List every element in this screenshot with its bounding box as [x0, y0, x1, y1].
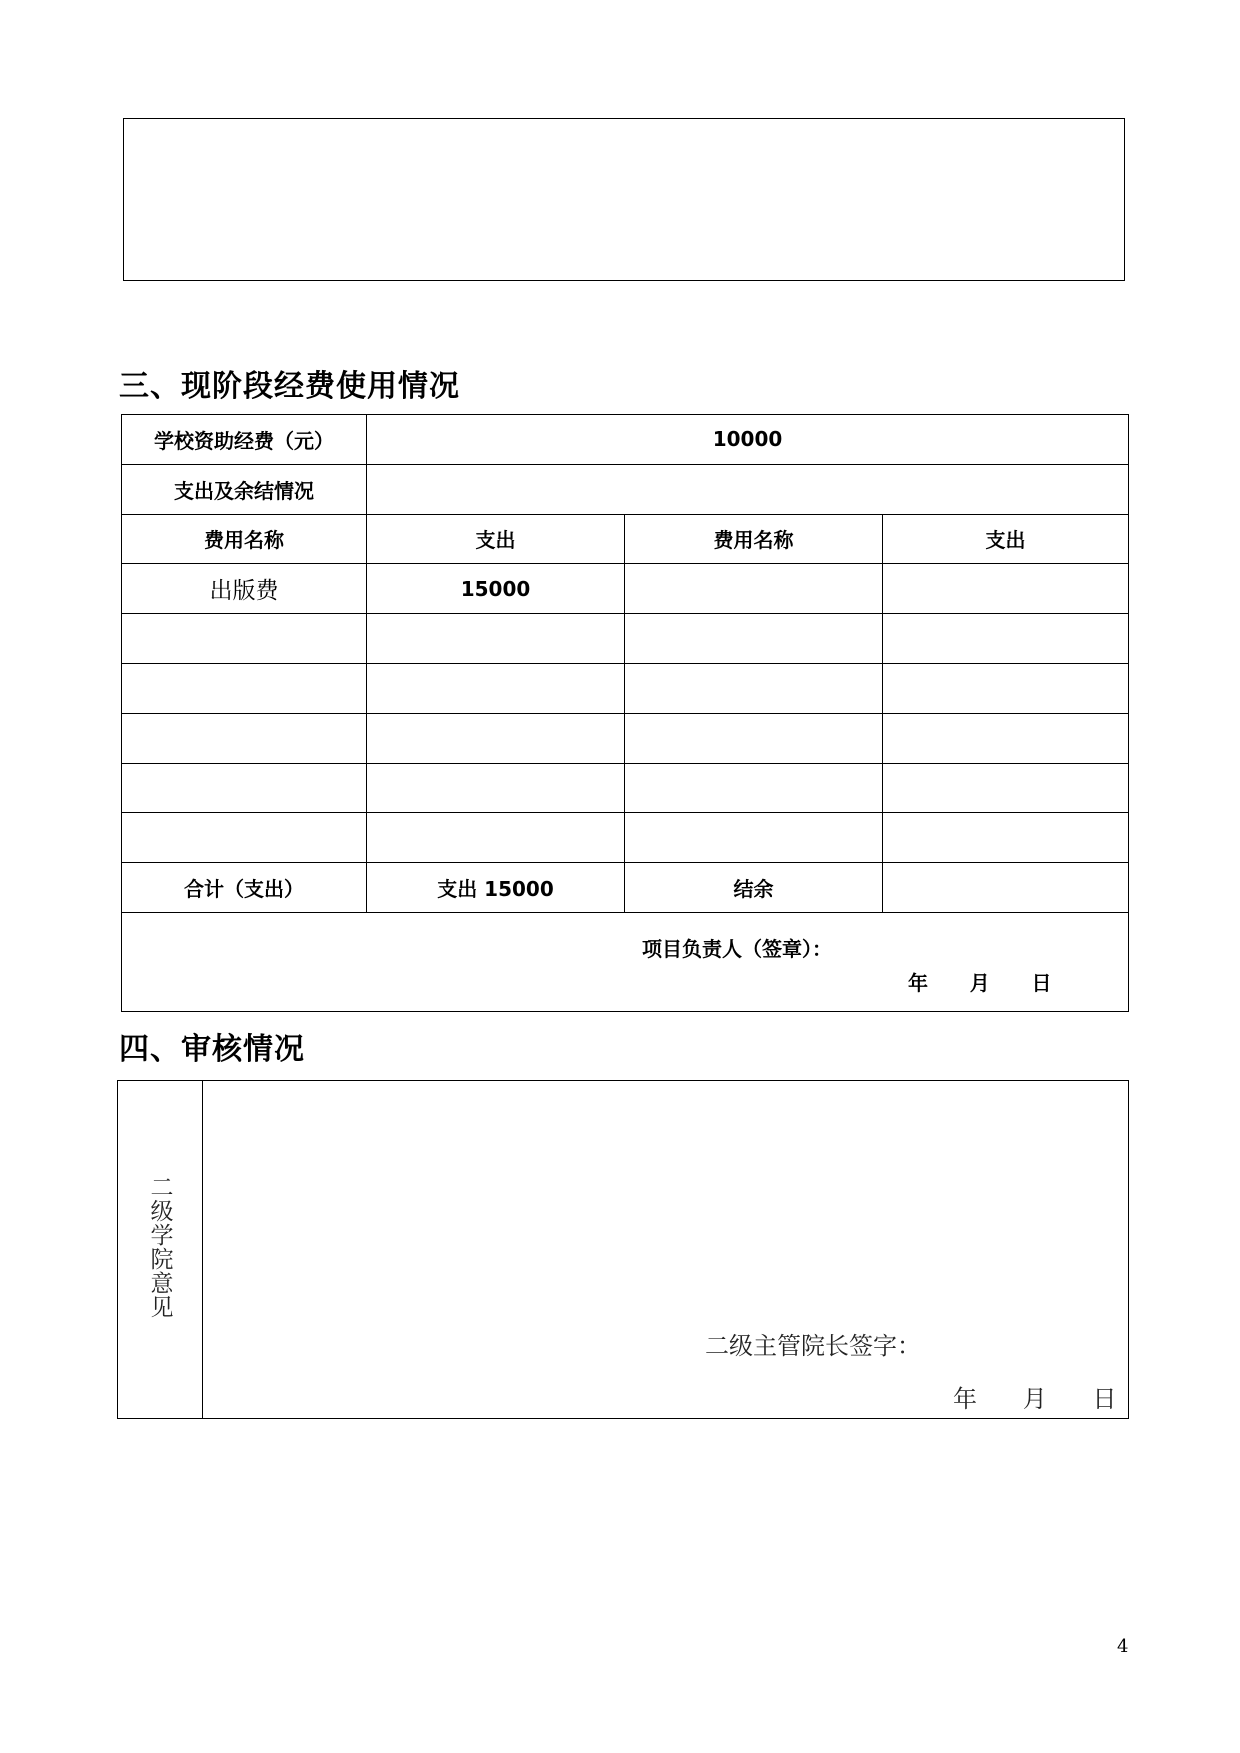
signature-date: 年 月 日 [908, 970, 1052, 995]
expense-name-cell[interactable] [625, 663, 883, 713]
review-table [117, 1080, 1129, 1419]
school-funding-row [122, 415, 1129, 465]
college-opinion-content[interactable] [203, 1081, 1129, 1419]
expense-amount-cell[interactable] [367, 663, 625, 713]
balance-label: 结余 [625, 863, 883, 913]
total-value[interactable]: 支出 15000 [367, 863, 625, 913]
expense-amount-cell[interactable] [367, 614, 625, 664]
expense-name-cell[interactable] [625, 813, 883, 863]
table-row [122, 763, 1129, 813]
expense-balance-label: 支出及余结情况 [122, 464, 367, 514]
expense-amount-cell[interactable] [883, 614, 1129, 664]
college-opinion-label: 二级学院意见 [146, 1175, 173, 1319]
expense-amount-cell[interactable] [367, 713, 625, 763]
expense-name-cell[interactable] [122, 763, 367, 813]
expense-name-cell[interactable]: 出版费 [122, 564, 367, 614]
expense-amount-cell[interactable] [883, 813, 1129, 863]
expense-name-cell[interactable] [122, 713, 367, 763]
col-header-spend-1: 支出 [367, 514, 625, 564]
section-3-title: 三、现阶段经费使用情况 [119, 369, 460, 404]
previous-section-box [123, 118, 1125, 281]
expense-name-cell[interactable] [625, 763, 883, 813]
dean-signature-label: 二级主管院长签字： [705, 1332, 921, 1360]
expense-balance-row [122, 464, 1129, 514]
school-funding-value[interactable]: 10000 [367, 415, 1129, 465]
expense-balance-value[interactable] [367, 464, 1129, 514]
school-funding-label: 学校资助经费（元） [122, 415, 367, 465]
total-row [122, 863, 1129, 913]
signature-cell[interactable] [122, 912, 1129, 1011]
expense-name-cell[interactable] [122, 663, 367, 713]
project-leader-signature-label: 项目负责人（签章）： [642, 936, 832, 961]
table-row [122, 663, 1129, 713]
expense-name-cell[interactable] [625, 614, 883, 664]
expense-name-cell[interactable] [122, 614, 367, 664]
expense-amount-cell[interactable] [883, 763, 1129, 813]
signature-row [122, 912, 1129, 1011]
table-row [122, 564, 1129, 614]
expense-name-cell[interactable] [122, 813, 367, 863]
col-header-spend-2: 支出 [883, 514, 1129, 564]
expense-amount-cell[interactable] [367, 763, 625, 813]
col-header-name-1: 费用名称 [122, 514, 367, 564]
funding-table [121, 414, 1129, 1012]
expense-name-cell[interactable] [625, 564, 883, 614]
section-4-title: 四、审核情况 [119, 1032, 305, 1067]
table-row [122, 614, 1129, 664]
table-row [122, 813, 1129, 863]
expense-amount-cell[interactable] [883, 713, 1129, 763]
expense-amount-cell[interactable] [883, 663, 1129, 713]
expense-amount-cell[interactable] [883, 564, 1129, 614]
total-label: 合计（支出） [122, 863, 367, 913]
expense-amount-cell[interactable]: 15000 [367, 564, 625, 614]
balance-value[interactable] [883, 863, 1129, 913]
col-header-name-2: 费用名称 [625, 514, 883, 564]
expense-amount-cell[interactable] [367, 813, 625, 863]
page-number: 4 [1117, 1636, 1129, 1657]
table-header-row [122, 514, 1129, 564]
college-opinion-label-cell [118, 1081, 203, 1419]
expense-name-cell[interactable] [625, 713, 883, 763]
table-row [122, 713, 1129, 763]
college-opinion-row [118, 1081, 1129, 1419]
review-date: 年 月 日 [953, 1385, 1117, 1413]
